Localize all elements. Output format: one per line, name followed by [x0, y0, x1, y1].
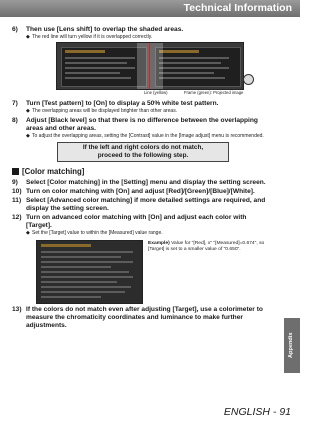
- color-matching-figure: [26, 240, 274, 304]
- bullet-icon: ◆: [26, 132, 30, 139]
- caption-line: Line (yellow): [144, 90, 168, 96]
- step-text: Adjust [Black level] so that there is no difference between the overlapping areas and other areas.: [26, 116, 258, 132]
- note-box: [57, 142, 229, 162]
- overlap-area: [137, 43, 163, 89]
- bullet-text: To adjust the overlapping areas, setting the [Contrast] value in the [Image adjust] menu is recommended.: [32, 132, 264, 139]
- page-number: ENGLISH - 91: [223, 406, 291, 418]
- step-text: Select [Color matching] in the [Setting] menu and display the setting screen.: [26, 179, 266, 187]
- step-text: Turn on color matching with [On] and adjust [Red]/[Green]/[Blue]/[White].: [26, 188, 255, 196]
- step-number: 8): [12, 116, 18, 124]
- lens-shift-figure: [26, 42, 274, 97]
- bullet-text: The red line will turn yellow if it is overlapped correctly.: [32, 34, 153, 40]
- example-note: [148, 241, 270, 253]
- step-10: [12, 188, 274, 196]
- note-line-1: If the left and right colors do not match,: [82, 144, 204, 152]
- example-text: Value for "[Red], x" "[Measured]=0.674", so [Target] is set to a smaller value of "0.650".: [148, 240, 265, 252]
- note-line-2: proceed to the following step.: [97, 152, 189, 160]
- bullet-text: The overlapping areas will be displayed brighter than other areas.: [32, 108, 178, 115]
- step-number: 13): [12, 305, 22, 313]
- marker-circle-icon: [243, 74, 254, 85]
- color-matching-screenshot: [36, 240, 143, 304]
- left-projector-panel: [61, 47, 147, 87]
- section-heading: [12, 167, 274, 176]
- step-number: 10): [12, 188, 22, 196]
- step-13: [12, 306, 274, 330]
- step-text: If the colors do not match even after adjusting [Target], use a colorimeter to measure the chromaticity coordinates and luminance to make further adjustments.: [26, 305, 263, 329]
- appendix-side-tab: [284, 318, 300, 373]
- bullet-icon: ◆: [26, 108, 30, 115]
- step-text: Select [Advanced color matching] if more detailed settings are required, and display the setting screen.: [26, 197, 266, 213]
- step-6: [12, 26, 274, 40]
- step-number: 12): [12, 214, 22, 222]
- page-content: [12, 26, 274, 330]
- step-number: 6): [12, 26, 18, 33]
- overlap-line: [149, 43, 150, 89]
- step-number: 11): [12, 197, 22, 205]
- bullet-icon: ◆: [26, 34, 30, 40]
- step-number: 7): [12, 100, 18, 108]
- step-7: [12, 100, 274, 114]
- right-projector-panel: [155, 47, 241, 87]
- step-text: Then use [Lens shift] to overlap the shaded areas.: [26, 26, 184, 33]
- section-title: [Color matching]: [22, 167, 85, 177]
- step-text: Turn [Test pattern] to [On] to display a 50% white test pattern.: [26, 100, 219, 108]
- projection-screenshot: [56, 42, 244, 90]
- step-12: [12, 214, 274, 236]
- step-number: 9): [12, 179, 18, 187]
- header-title: Technical Information: [183, 2, 292, 14]
- example-label: Example): [148, 240, 170, 246]
- bullet-icon: ◆: [26, 230, 30, 237]
- bullet-text: Set the [Target] value to within the [Measured] value range.: [32, 230, 163, 237]
- step-8: [12, 117, 274, 139]
- step-9: [12, 179, 274, 187]
- caption-frame: Frame (green): Projected image: [184, 90, 244, 96]
- page-header: [0, 0, 300, 17]
- square-bullet-icon: [12, 168, 19, 175]
- side-tab-label: Appendix: [288, 332, 294, 358]
- step-text: Turn on advanced color matching with [On] and adjust each color with [Target].: [26, 214, 247, 230]
- step-11: [12, 197, 274, 213]
